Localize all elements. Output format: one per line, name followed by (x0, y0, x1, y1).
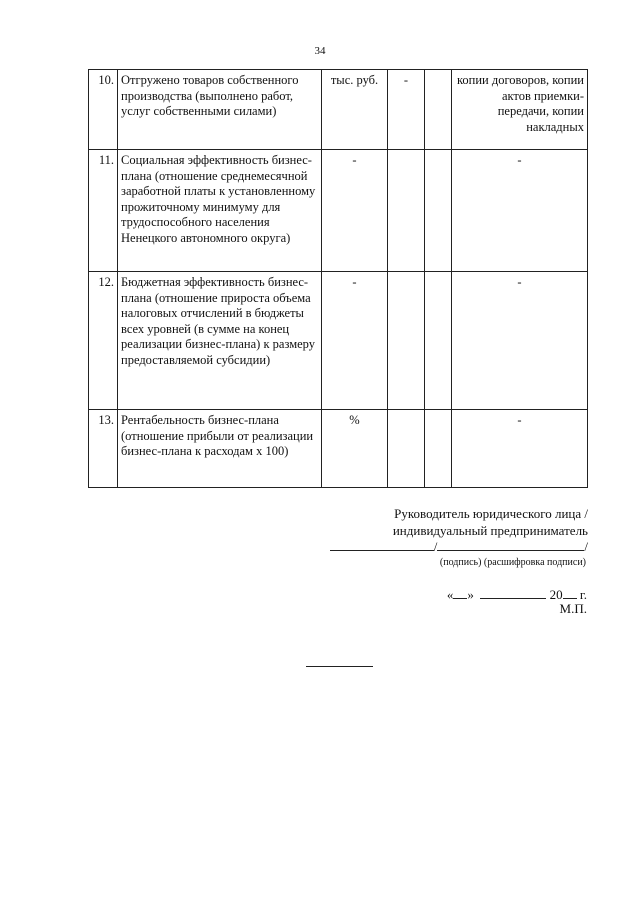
value-cell (425, 410, 452, 488)
unit-cell: - (322, 272, 388, 410)
indicator-name: Рентабельность бизнес-плана (отношение прибыли от реализации бизнес-плана к расходам х 100) (118, 410, 322, 488)
value-cell (388, 150, 425, 272)
signature-blank (330, 538, 434, 551)
indicator-name: Бюджетная эффективность бизнес-плана (отношение прироста объема налоговых отчислений в бюджеты всех уровней (в сумме на конец реализации бизнес-плана) к размеру предоставляемой субсидии) (118, 272, 322, 410)
row-number: 12. (89, 272, 118, 410)
table-row (89, 150, 588, 272)
signatory-title-line: индивидуальный предприниматель (392, 523, 588, 538)
unit-cell: % (322, 410, 388, 488)
document-cell: копии договоров, копии актов приемки-передачи, копии накладных (452, 70, 588, 150)
signature-line (330, 538, 588, 555)
value-cell (425, 70, 452, 150)
signatory-title (393, 505, 588, 539)
month-blank (480, 586, 546, 599)
date-open-quote: « (446, 587, 454, 602)
year-blank (563, 586, 577, 599)
signature-separator: / (433, 539, 438, 554)
unit-cell: тыс. руб. (322, 70, 388, 150)
signature-end-slash: / (584, 539, 588, 554)
value-cell (425, 150, 452, 272)
document-cell: - (452, 150, 588, 272)
unit-cell: - (322, 150, 388, 272)
value-cell (388, 410, 425, 488)
page-number: 34 (314, 45, 326, 57)
value-cell (425, 272, 452, 410)
stamp-label: М.П. (559, 601, 587, 616)
date-close-quote: » (467, 587, 474, 602)
indicator-name: Отгружено товаров собственного производства (выполнено работ, услуг собственными силами) (118, 70, 322, 150)
document-cell: - (452, 410, 588, 488)
signatory-title-line: Руководитель юридического лица / (394, 506, 588, 521)
table-row (89, 70, 588, 150)
year-prefix: 20 (549, 587, 563, 602)
value-cell: - (388, 70, 425, 150)
indicators-table (88, 69, 588, 488)
signature-caption: (подпись) (расшифровка подписи) (439, 557, 586, 568)
row-number: 13. (89, 410, 118, 488)
year-suffix: г. (579, 587, 587, 602)
end-divider (306, 666, 373, 667)
row-number: 10. (89, 70, 118, 150)
value-cell (388, 272, 425, 410)
name-blank (437, 538, 584, 551)
document-cell: - (452, 272, 588, 410)
table-row (89, 272, 588, 410)
row-number: 11. (89, 150, 118, 272)
indicator-name: Социальная эффективность бизнес-плана (отношение среднемесячной заработной платы к установленному прожиточному минимуму для трудоспособного населения Ненецкого автономного округа) (118, 150, 322, 272)
day-blank (453, 586, 467, 599)
table-row (89, 410, 588, 488)
